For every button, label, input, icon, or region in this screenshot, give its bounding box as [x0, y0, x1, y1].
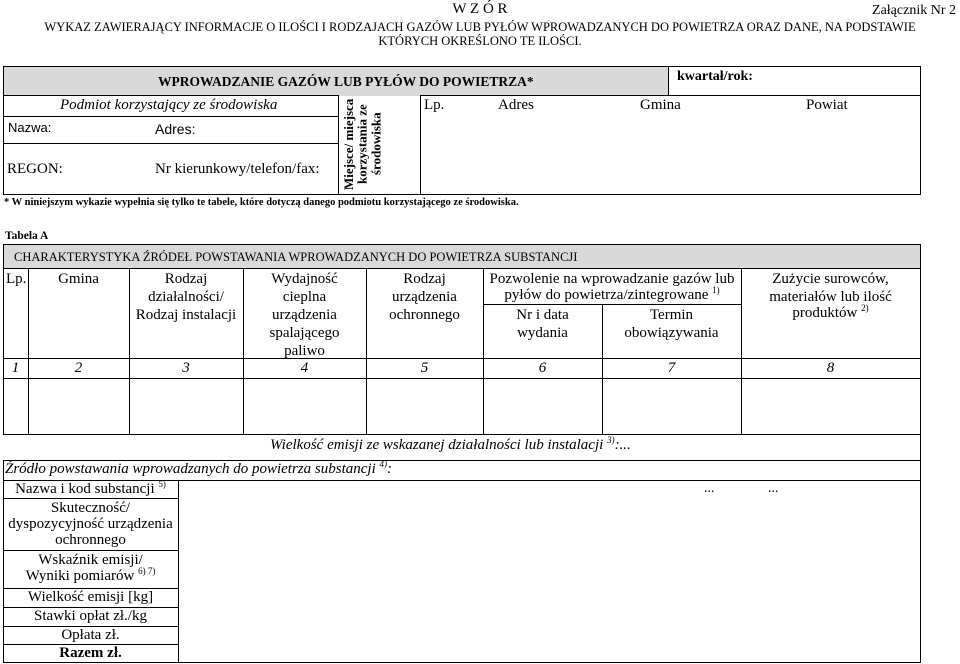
- place-of-use-header: Miejsce/ miejsca korzystania ze środowiska: [341, 98, 384, 190]
- substance-dots-2: ...: [768, 481, 779, 496]
- a-col-activity-type-2: działalności/: [148, 289, 224, 305]
- table-a-label: Tabela A: [5, 230, 49, 242]
- column-number-3: 3: [182, 360, 190, 376]
- a-col-permit-2: [483, 287, 741, 304]
- a-col-thermal-capacity-3: urządzenia: [272, 307, 337, 323]
- address-label: Adres:: [155, 121, 196, 137]
- a-col-consumption-3: [741, 305, 920, 322]
- document-title-line2: KTÓRYCH OKREŚLONO TE ILOŚCI.: [378, 34, 582, 48]
- top-table-border: [3, 66, 920, 67]
- top-table-footnote: * W niniejszym wykazie wypełnia się tylko te tabele, które dotyczą danego podmiotu korzystającego ze środowiska.: [4, 197, 519, 208]
- annex-label: Załącznik Nr 2: [872, 3, 956, 18]
- fee-rates-label: Stawki opłat zł./kg: [34, 608, 147, 624]
- measurement-results-label: [3, 568, 178, 585]
- total-label: Razem zł.: [59, 645, 122, 661]
- phone-label: Nr kierunkowy/telefon/fax:: [155, 161, 320, 177]
- top-table-main-header: WPROWADZANIE GAZÓW LUB PYŁÓW DO POWIETRZA*: [158, 74, 534, 89]
- a-col-protective-device-3: ochronnego: [389, 307, 460, 323]
- emission-size-text: Wielkość emisji ze wskazanej działalności lub instalacji: [270, 437, 604, 453]
- a-col-validity-2: obowiązywania: [624, 325, 719, 341]
- column-number-8: 8: [826, 360, 835, 376]
- footnote-ref-6-7: 6) 7): [138, 566, 156, 576]
- footnote-ref-4: 4): [379, 459, 387, 469]
- name-label: Nazwa:: [8, 120, 52, 135]
- entity-header: Podmiot korzystający ze środowiska: [60, 97, 278, 113]
- emission-source-text: Źródło powstawania wprowadzanych do powietrza substancji: [5, 461, 376, 477]
- quarter-year-label: kwartał/rok:: [677, 69, 753, 84]
- column-number-4: 4: [300, 360, 309, 376]
- column-number-2: 2: [74, 360, 83, 376]
- emission-size-tail: :...: [614, 437, 631, 453]
- a-col-permit-2-text: pyłów do powietrza/zintegrowane: [504, 287, 709, 303]
- column-number-1: 1: [11, 360, 20, 376]
- emission-source-tail: :: [386, 461, 392, 477]
- column-number-7: 7: [667, 360, 676, 376]
- a-col-validity: Termin: [649, 307, 694, 323]
- measurement-results-text: Wyniki pomiarów: [25, 568, 135, 584]
- column-number-5: 5: [420, 360, 429, 376]
- a-col-thermal-capacity-2: cieplna: [282, 289, 327, 305]
- column-number-6: 6: [538, 360, 547, 376]
- form-template-label: W Z Ó R: [452, 1, 508, 17]
- footnote-ref-5: 5): [158, 479, 166, 489]
- substance-dots-1: ...: [704, 481, 715, 496]
- top-col-powiat: Powiat: [806, 97, 848, 113]
- a-col-lp: Lp.: [6, 271, 27, 287]
- a-col-protective-device: Rodzaj: [403, 271, 446, 287]
- regon-label: REGON:: [7, 161, 63, 177]
- emission-size-label: [270, 437, 631, 454]
- efficiency-label: Skuteczność/: [50, 500, 131, 516]
- a-col-permit-number-2: wydania: [517, 325, 568, 341]
- emission-factor-label: Wskaźnik emisji/: [38, 552, 143, 568]
- footnote-ref-1: 1): [712, 285, 720, 295]
- footnote-ref-2: 2): [861, 303, 869, 313]
- efficiency-label-2: dyspozycyjność urządzenia: [8, 516, 173, 532]
- a-col-protective-device-2: urządzenia: [392, 289, 457, 305]
- document-title: WYKAZ ZAWIERAJĄCY INFORMACJE O ILOŚCI I RODZAJACH GAZÓW LUB PYŁÓW WPROWADZANYCH DO POWIETRZA ORAZ DANE, NA PODSTAWIE: [44, 20, 916, 34]
- emission-kg-label: Wielkość emisji [kg]: [27, 589, 154, 605]
- a-col-thermal-capacity: Wydajność: [271, 271, 338, 287]
- a-col-consumption: Zużycie surowców,: [772, 271, 889, 287]
- a-col-consumption-2: materiałów lub ilość: [769, 289, 892, 305]
- fee-label: Opłata zł.: [61, 627, 120, 643]
- top-col-adres: Adres: [498, 97, 534, 113]
- a-col-permit: Pozwolenie na wprowadzanie gazów lub: [489, 271, 735, 287]
- emission-source-label: [5, 461, 392, 478]
- substance-name-text: Nazwa i kod substancji: [15, 481, 155, 497]
- a-col-thermal-capacity-5: paliwo: [284, 343, 325, 359]
- a-col-activity-type-3: Rodzaj instalacji: [135, 307, 237, 323]
- efficiency-label-3: ochronnego: [55, 532, 126, 548]
- a-col-consumption-3-text: produktów: [792, 305, 858, 321]
- substance-name-label: [3, 481, 178, 498]
- table-a-title: CHARAKTERYSTYKA ŹRÓDEŁ POWSTAWANIA WPROWADZANYCH DO POWIETRZA SUBSTANCJI: [14, 250, 578, 264]
- a-col-activity-type: Rodzaj: [164, 271, 208, 287]
- a-col-gmina: Gmina: [58, 271, 99, 287]
- top-col-gmina: Gmina: [640, 97, 681, 113]
- a-col-thermal-capacity-4: spalającego: [269, 325, 340, 341]
- footnote-ref-3: 3): [607, 435, 615, 445]
- a-col-permit-number: Nr i data: [516, 307, 569, 323]
- top-col-lp: Lp.: [424, 97, 445, 113]
